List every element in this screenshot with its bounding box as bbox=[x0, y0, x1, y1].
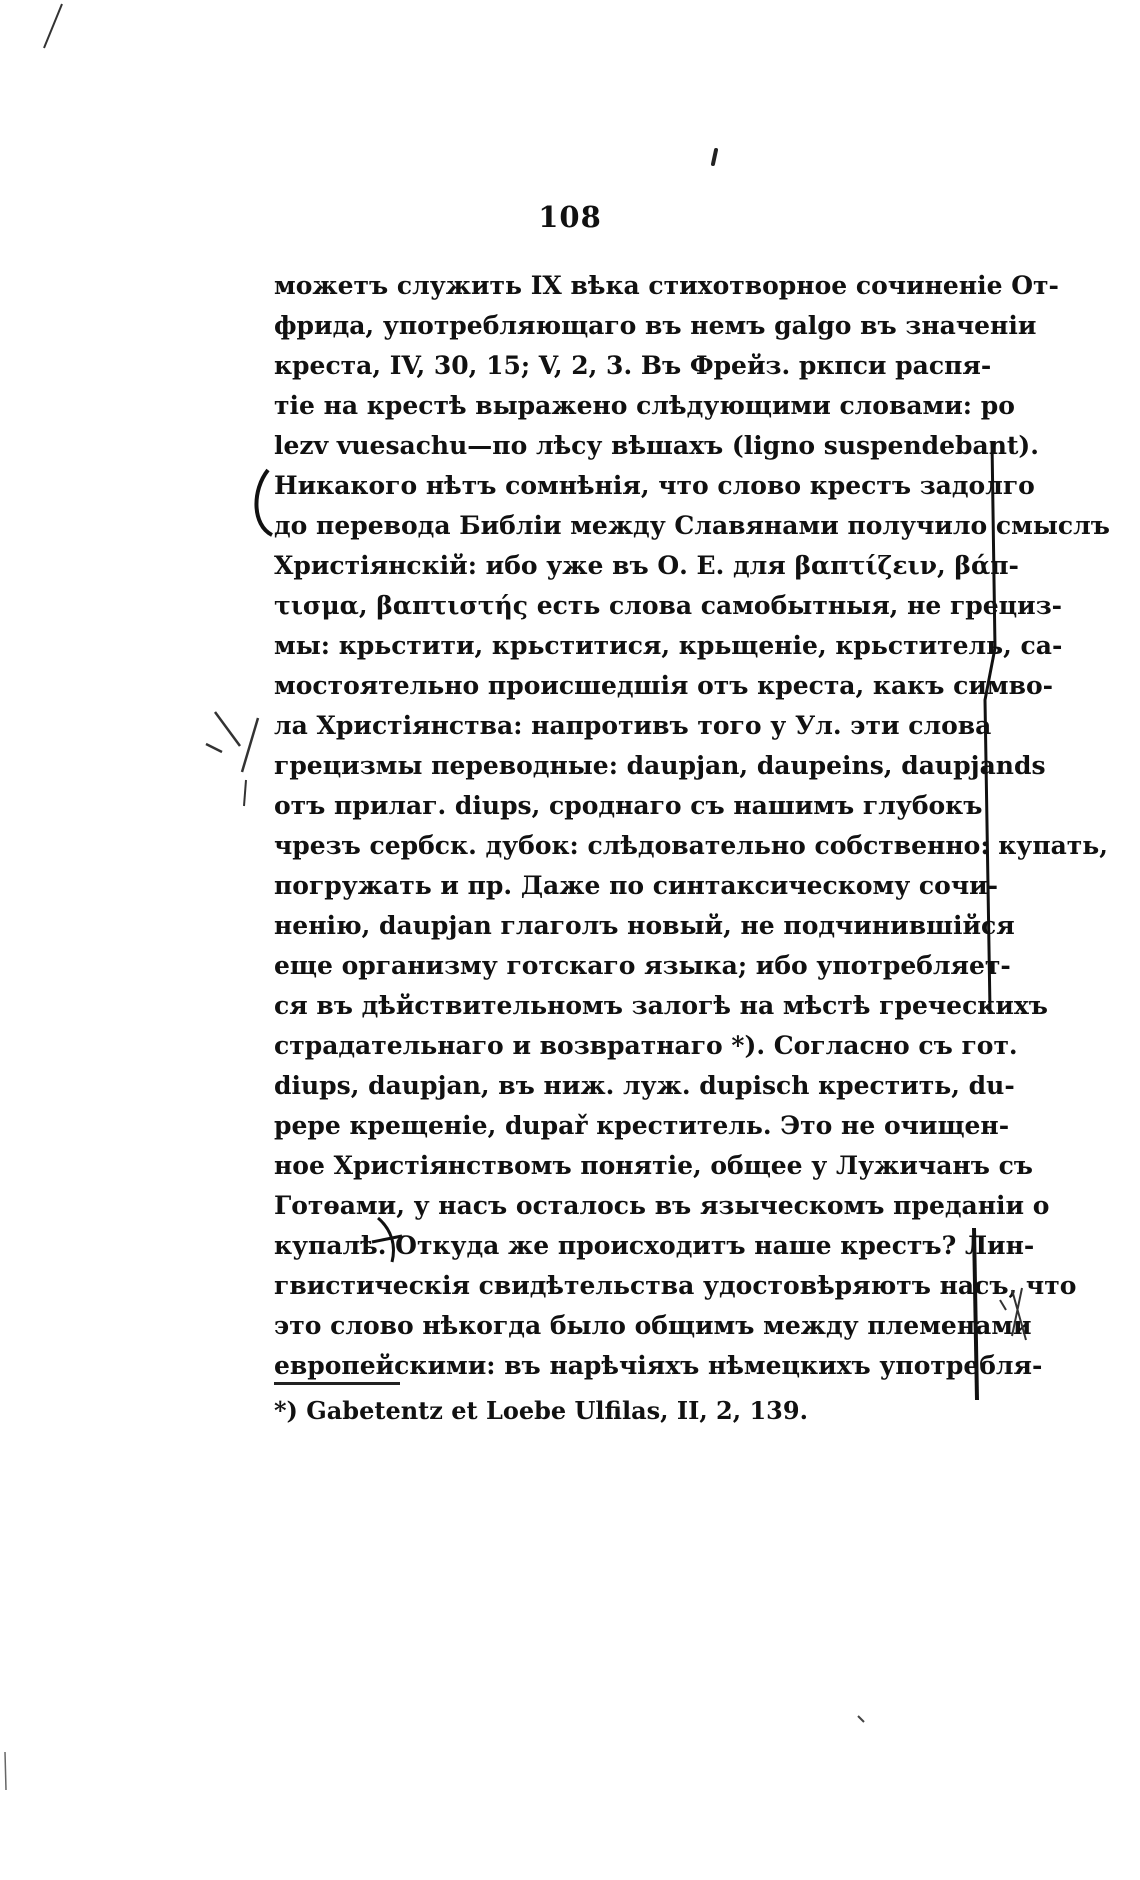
text-line: до перевода Библіи между Славянами получило смыслъ bbox=[274, 511, 1110, 540]
text-line: Христіянскій: ибо уже въ О. Е. для βαπτίζειν, βάπ- bbox=[274, 551, 1019, 580]
text-line: европейскими: въ нарѣчіяхъ нѣмецкихъ употребля- bbox=[274, 1351, 1043, 1380]
text-line: Никакого нѣтъ сомнѣнія, что слово крестъ задолго bbox=[274, 471, 1035, 500]
corner-pen-stroke bbox=[44, 4, 62, 48]
footnote-rule bbox=[274, 1382, 400, 1385]
text-line: lezv vuesachu—по лѣсу вѣшахъ (ligno suspendebant). bbox=[274, 431, 1039, 460]
text-line: грецизмы переводные: daupjan, daupeins, daupjands bbox=[274, 751, 1046, 780]
page-number: 108 bbox=[538, 200, 602, 234]
margin-tick-left bbox=[244, 780, 246, 806]
text-line: еще организму готскаго языка; ибо употребляет- bbox=[274, 951, 1011, 980]
footnote: *) Gabetentz et Loebe Ulfilas, II, 2, 139. bbox=[274, 1396, 808, 1425]
margin-sign-left bbox=[206, 712, 258, 772]
text-line: Готѳами, у насъ осталось въ языческомъ преданіи о bbox=[274, 1191, 1050, 1220]
stray-mark bbox=[858, 1716, 864, 1722]
text-line: купалѣ. Откуда же происходитъ наше крестъ? Лин- bbox=[274, 1231, 1035, 1260]
text-line: diups, daupjan, въ ниж. луж. dupisch крестить, du- bbox=[274, 1071, 1015, 1100]
text-line: мы: крьстити, крьститися, крьщеніе, крьститель, са- bbox=[274, 631, 1063, 660]
text-line: pepe крещеніе, dupař креститель. Это не очищен- bbox=[274, 1111, 1010, 1140]
text-line: страдательнаго и возвратнаго *). Согласно съ гот. bbox=[274, 1031, 1018, 1060]
text-line: мостоятельно происшедшія отъ креста, какъ симво- bbox=[274, 671, 1054, 700]
text-line: ненію, daupjan глаголъ новый, не подчинившійся bbox=[274, 911, 1015, 940]
text-line: гвистическія свидѣтельства удостовѣряютъ насъ, что bbox=[274, 1271, 1077, 1300]
text-line: ла Христіянства: напротивъ того у Ул. эти слова bbox=[274, 711, 992, 740]
text-line: ся въ дѣйствительномъ залогѣ на мѣстѣ греческихъ bbox=[274, 991, 1048, 1020]
text-line: отъ прилаг. diups, сроднаго съ нашимъ глубокъ bbox=[274, 791, 983, 820]
text-line: это слово нѣкогда было общимъ между племенами bbox=[274, 1311, 1032, 1340]
stray-mark-left bbox=[5, 1752, 6, 1790]
text-line: можетъ служить IX вѣка стихотворное сочиненіе От- bbox=[274, 271, 1059, 300]
text-line: тіе на крестѣ выражено слѣдующими словами: ро bbox=[274, 391, 1015, 420]
left-bracket-mark bbox=[256, 470, 272, 535]
ink-dot-mark bbox=[713, 150, 716, 164]
body-text bbox=[274, 266, 1110, 1386]
text-line: креста, IV, 30, 15; V, 2, 3. Въ Фрейз. ркпси распя- bbox=[274, 351, 992, 380]
text-line: чрезъ сербск. дубок: слѣдовательно собственно: купать, bbox=[274, 831, 1108, 860]
text-line: ное Христіянствомъ понятіе, общее у Лужичанъ съ bbox=[274, 1151, 1033, 1180]
text-line: погружать и пр. Даже по синтаксическому сочи- bbox=[274, 871, 999, 900]
text-line: τισμα, βαπτιστής есть слова самобытныя, не грециз- bbox=[274, 591, 1063, 620]
text-line: фрида, употребляющаго въ немъ galgo въ значеніи bbox=[274, 311, 1037, 340]
